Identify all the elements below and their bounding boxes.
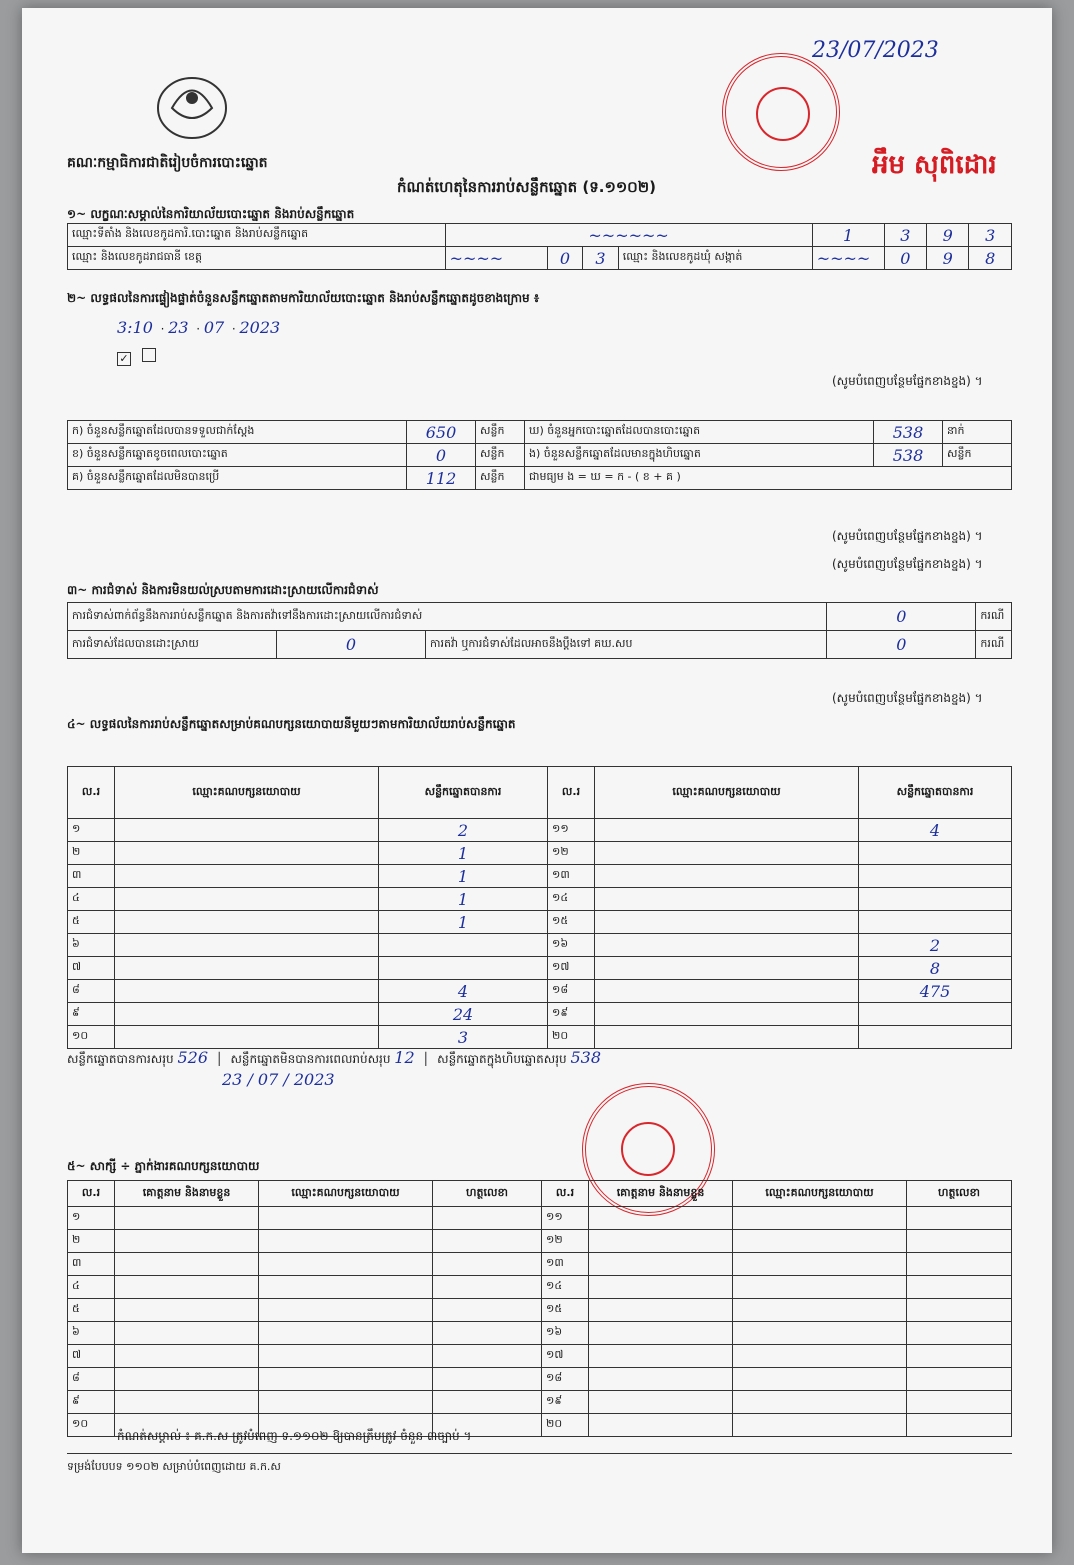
row-number: ១២ [548, 842, 595, 865]
col-header-party: ឈ្មោះគណបក្សនយោបាយ [595, 767, 859, 819]
party-name-handwriting [115, 957, 379, 980]
votes-value: 1 [379, 911, 548, 934]
row-number: ១៥ [548, 911, 595, 934]
table-row [68, 1391, 1012, 1414]
row-number: ១១ [548, 819, 595, 842]
witness-name [589, 1391, 733, 1414]
unit-sheet: សន្លឹក [943, 444, 1012, 467]
table-row [68, 1299, 1012, 1322]
col-header-party: ឈ្មោះគណបក្សនយោបាយ [259, 1181, 433, 1207]
col-header-name: គោត្តនាម និងនាមខ្លួន [589, 1181, 733, 1207]
section1-table [67, 223, 1012, 270]
row-number: ១៤ [542, 1276, 589, 1299]
unit-case: ករណី [976, 631, 1012, 659]
votes-value: 24 [379, 1003, 548, 1026]
row-number: ៧ [68, 1345, 115, 1368]
row-number: ៧ [68, 957, 115, 980]
witness-party [259, 1230, 433, 1253]
votes-value: 1 [379, 842, 548, 865]
received-ballots-value: 650 [407, 421, 476, 444]
footer-note: កំណត់សម្គាល់ ៖ គ.ក.ស ត្រូវបំពេញ ទ.១១០២ ឱ្យបានត្រឹមត្រូវ ចំនួន ៣ច្បាប់ ។ [117, 1429, 472, 1443]
commune-code-digit: 0 [884, 247, 926, 270]
table-row [68, 1322, 1012, 1345]
witness-name [589, 1414, 733, 1437]
row-number: ១ [68, 1207, 115, 1230]
unused-ballots-label: គ) ចំនួនសន្លឹកឆ្នោតដែលមិនបានប្រើ [68, 467, 407, 490]
appeal-value: 0 [827, 631, 976, 659]
table-row [68, 1253, 1012, 1276]
objections-table [67, 602, 1012, 659]
votes-value [379, 934, 548, 957]
row-number: ២ [68, 1230, 115, 1253]
row-number: ១៣ [542, 1253, 589, 1276]
total-box-value: 538 [570, 1048, 602, 1067]
verification-time: 3:10 [117, 318, 153, 337]
party-name-handwriting [595, 842, 859, 865]
party-name-handwriting [595, 934, 859, 957]
objection-value: 0 [827, 603, 976, 631]
votes-value [859, 865, 1012, 888]
box-ballots-label: ង) ចំនួនសន្លឹកឆ្នោតដែលមានក្នុងហិបឆ្នោត [525, 444, 874, 467]
total-valid-value: 526 [177, 1048, 209, 1067]
witness-name [115, 1322, 259, 1345]
row-number: ៤ [68, 888, 115, 911]
votes-value: 1 [379, 888, 548, 911]
party-name-handwriting [115, 911, 379, 934]
totals-line: សន្លឹកឆ្នោតបានការសរុប 526 │ សន្លឹកឆ្នោតមិនបានការពេលរាប់សរុប 12 │ សន្លឹកឆ្នោតក្នុងហិបឆ្នោតសរុប 538 [67, 1048, 602, 1067]
witness-party [259, 1299, 433, 1322]
witness-name [115, 1368, 259, 1391]
witness-party [259, 1322, 433, 1345]
col-header-signature: ហត្ថលេខា [433, 1181, 542, 1207]
row-number: ៦ [68, 1322, 115, 1345]
row-number: ១០ [68, 1414, 115, 1437]
table-row [68, 934, 1012, 957]
witness-signature [907, 1322, 1012, 1345]
votes-value: 8 [859, 957, 1012, 980]
nec-emblem-icon [152, 68, 232, 143]
row-number: ៨ [68, 1368, 115, 1391]
section3-title: ៣~ ការជំទាស់ និងការមិនយល់ស្របតាមការដោះស្រាយលើការជំទាស់ [67, 583, 379, 597]
votes-value: 3 [379, 1026, 548, 1049]
section4-title: ៤~ លទ្ធផលនៃការរាប់សន្លឹកឆ្នោតសម្រាប់គណបក្សនយោបាយនីមួយៗតាមការិយាល័យរាប់សន្លឹកឆ្នោត [67, 717, 516, 731]
witness-party [259, 1207, 433, 1230]
table-row [68, 1276, 1012, 1299]
witness-signature [907, 1414, 1012, 1437]
divider [67, 1453, 1012, 1454]
witness-party [733, 1414, 907, 1437]
ballot-count-table [67, 420, 1012, 490]
table-row [68, 1003, 1012, 1026]
witness-signature [433, 1207, 542, 1230]
witness-signature [433, 1322, 542, 1345]
row-number: ១៩ [542, 1391, 589, 1414]
witness-name [115, 1299, 259, 1322]
votes-value: 1 [379, 865, 548, 888]
witness-party [259, 1391, 433, 1414]
col-header-party: ឈ្មោះគណបក្សនយោបាយ [115, 767, 379, 819]
witness-party [733, 1391, 907, 1414]
witness-signature [433, 1368, 542, 1391]
witness-name [589, 1322, 733, 1345]
witness-party [733, 1230, 907, 1253]
station-label: ឈ្មោះទីតាំង និងលេខកូដការិ.បោះឆ្នោត និងរាប់សន្លឹកឆ្នោត [68, 224, 446, 247]
section2-title: ២~ លទ្ធផលនៃការផ្ទៀងផ្ទាត់ចំនួនសន្លឹកឆ្នោតតាមការិយាល័យបោះឆ្នោត និងរាប់សន្លឹកឆ្នោតដូចខាងក្រោម ៖ [67, 291, 540, 305]
form-title: កំណត់ហេតុនៃការរាប់សន្លឹកឆ្នោត (ទ.១១០២) [397, 178, 657, 196]
table-row [68, 1345, 1012, 1368]
appeal-label: ការតវ៉ា ឬការជំទាស់ដែលអាចនឹងប្តឹងទៅ គឃ.សប [426, 631, 827, 659]
stamp-official-name: អឹម សុពិដោរ [872, 150, 997, 180]
witness-signature [907, 1253, 1012, 1276]
row-number: ១០ [68, 1026, 115, 1049]
col-header-name: គោត្តនាម និងនាមខ្លួន [115, 1181, 259, 1207]
party-name-handwriting [595, 980, 859, 1003]
witness-signature [907, 1207, 1012, 1230]
table-row [68, 888, 1012, 911]
verification-year: 2023 [239, 318, 281, 337]
party-name-handwriting [595, 865, 859, 888]
party-name-handwriting [595, 819, 859, 842]
table-row [68, 911, 1012, 934]
party-name-handwriting [595, 1026, 859, 1049]
row-number: ២ [68, 842, 115, 865]
witness-table [67, 1180, 1012, 1437]
row-number: ១៨ [548, 980, 595, 1003]
votes-value [859, 888, 1012, 911]
row-number: ២០ [542, 1414, 589, 1437]
table-row [68, 1368, 1012, 1391]
unit-sheet: សន្លឹក [476, 421, 525, 444]
row-number: ១៥ [542, 1299, 589, 1322]
witness-signature [907, 1368, 1012, 1391]
province-code-digit: 3 [583, 247, 619, 270]
station-code-digit: 9 [927, 224, 969, 247]
witness-party [733, 1368, 907, 1391]
row-number: ៥ [68, 911, 115, 934]
verification-day: 23 [168, 318, 189, 337]
witness-signature [433, 1345, 542, 1368]
row-number: ១៤ [548, 888, 595, 911]
commune-label: ឈ្មោះ និងលេខកូដឃុំ សង្កាត់ [618, 247, 812, 270]
row-number: ៣ [68, 1253, 115, 1276]
org-name: គណៈកម្មាធិការជាតិរៀបចំការបោះឆ្នោត [67, 155, 268, 171]
party-name-handwriting [115, 1026, 379, 1049]
unit-case: ករណី [976, 603, 1012, 631]
row-number: ១២ [542, 1230, 589, 1253]
witness-party [733, 1322, 907, 1345]
witness-party [733, 1345, 907, 1368]
party-name-handwriting [595, 911, 859, 934]
document-page [22, 8, 1052, 1553]
row-number: ១៧ [542, 1345, 589, 1368]
row-number: ១៦ [548, 934, 595, 957]
results-date: 23 / 07 / 2023 [222, 1070, 335, 1089]
row-number: ៩ [68, 1003, 115, 1026]
party-name-handwriting [115, 934, 379, 957]
table-row [68, 865, 1012, 888]
witness-name [589, 1368, 733, 1391]
witness-party [259, 1253, 433, 1276]
back-page-note: (សូមបំពេញបន្ថែមផ្នែកខាងខ្នង) ។ [832, 691, 983, 705]
party-name-handwriting [595, 888, 859, 911]
votes-value: 2 [859, 934, 1012, 957]
back-page-note: (សូមបំពេញបន្ថែមផ្នែកខាងខ្នង) ។ [832, 557, 983, 571]
commune-code-digit: 9 [927, 247, 969, 270]
col-header-signature: ហត្ថលេខា [907, 1181, 1012, 1207]
table-row [68, 1207, 1012, 1230]
witness-signature [907, 1276, 1012, 1299]
table-row [68, 1026, 1012, 1049]
witness-signature [907, 1391, 1012, 1414]
party-name-handwriting [115, 842, 379, 865]
col-header-no: ល.រ [542, 1181, 589, 1207]
row-number: ១៣ [548, 865, 595, 888]
witness-signature [907, 1299, 1012, 1322]
witness-signature [433, 1276, 542, 1299]
row-number: ៦ [68, 934, 115, 957]
station-code-digit: 3 [969, 224, 1012, 247]
verification-time-line: 3:10 · 23 · 07 · 2023 [117, 318, 281, 337]
witness-party [259, 1345, 433, 1368]
unit-person: នាក់ [943, 421, 1012, 444]
votes-value: 475 [859, 980, 1012, 1003]
witness-name [115, 1253, 259, 1276]
unit-sheet: សន្លឹក [476, 444, 525, 467]
party-name-handwriting [595, 1003, 859, 1026]
row-number: ១១ [542, 1207, 589, 1230]
col-header-votes: សន្លឹកឆ្នោតបានការ [859, 767, 1012, 819]
table-row [68, 980, 1012, 1003]
back-page-note: (សូមបំពេញបន្ថែមផ្នែកខាងខ្នង) ។ [832, 529, 983, 543]
votes-value [859, 1003, 1012, 1026]
votes-value [859, 842, 1012, 865]
resolved-label: ការជំទាស់ដែលបានដោះស្រាយ [68, 631, 277, 659]
witness-party [259, 1276, 433, 1299]
votes-value: 4 [379, 980, 548, 1003]
col-header-no: ល.រ [68, 1181, 115, 1207]
verification-month: 07 [203, 318, 225, 337]
received-ballots-label: ក) ចំនួនសន្លឹកឆ្នោតដែលបានទទួលជាក់ស្តែង [68, 421, 407, 444]
row-number: ៤ [68, 1276, 115, 1299]
row-number: ១៦ [542, 1322, 589, 1345]
col-header-no: ល.រ [548, 767, 595, 819]
party-name-handwriting [115, 980, 379, 1003]
witness-party [733, 1253, 907, 1276]
total-invalid-label: សន្លឹកឆ្នោតមិនបានការពេលរាប់សរុប [230, 1052, 391, 1066]
official-stamp-icon [722, 53, 840, 171]
row-number: ១ [68, 819, 115, 842]
province-code-digit: 0 [547, 247, 583, 270]
witness-name [589, 1230, 733, 1253]
station-code-digit: 3 [884, 224, 926, 247]
witness-signature [433, 1253, 542, 1276]
witness-name [115, 1345, 259, 1368]
formula: ជាមធ្យម ង = ឃ = ក - ( ខ + គ ) [525, 467, 1012, 490]
section1-title: ១~ លក្ខណៈសម្គាល់នៃការិយាល័យបោះឆ្នោត និងរាប់សន្លឹកឆ្នោត [67, 207, 355, 221]
unused-ballots-value: 112 [407, 467, 476, 490]
voters-value: 538 [874, 421, 943, 444]
party-name-handwriting [115, 888, 379, 911]
total-valid-label: សន្លឹកឆ្នោតបានការសរុប [67, 1052, 174, 1066]
handwritten-date: 23/07/2023 [812, 38, 939, 63]
voters-label: ឃ) ចំនួនអ្នកបោះឆ្នោតដែលបានបោះឆ្នោត [525, 421, 874, 444]
col-header-votes: សន្លឹកឆ្នោតបានការ [379, 767, 548, 819]
col-header-party: ឈ្មោះគណបក្សនយោបាយ [733, 1181, 907, 1207]
witness-name [589, 1207, 733, 1230]
witness-name [589, 1299, 733, 1322]
witness-signature [907, 1230, 1012, 1253]
station-name-handwriting: ~~~~~~ [445, 224, 812, 247]
party-name-handwriting [115, 865, 379, 888]
commune-code-digit: 8 [969, 247, 1012, 270]
resolved-value: 0 [277, 631, 426, 659]
witness-party [733, 1276, 907, 1299]
votes-value [379, 957, 548, 980]
votes-value [859, 911, 1012, 934]
col-header-no: ល.រ [68, 767, 115, 819]
commune-name-handwriting: ~~~~ [812, 247, 884, 270]
row-number: ៨ [68, 980, 115, 1003]
station-code-digit: 1 [812, 224, 884, 247]
spoiled-ballots-value: 0 [407, 444, 476, 467]
witness-name [589, 1276, 733, 1299]
box-ballots-value: 538 [874, 444, 943, 467]
province-name-handwriting: ~~~~ [445, 247, 547, 270]
party-name-handwriting [115, 1003, 379, 1026]
party-name-handwriting [115, 819, 379, 842]
back-page-note: (សូមបំពេញបន្ថែមផ្នែកខាងខ្នង) ។ [832, 374, 983, 388]
objection-label: ការជំទាស់ពាក់ព័ន្ធនឹងការរាប់សន្លឹកឆ្នោត និងការតវ៉ាទៅនឹងការដោះស្រាយលើការជំទាស់ [68, 603, 827, 631]
section5-title: ៥~ សាក្សី ÷ ភ្នាក់ងារគណបក្សនយោបាយ [67, 1159, 260, 1173]
row-number: ៩ [68, 1391, 115, 1414]
witness-signature [907, 1345, 1012, 1368]
table-row [68, 1230, 1012, 1253]
party-results-table [67, 766, 1012, 1049]
row-number: ១៧ [548, 957, 595, 980]
row-number: ២០ [548, 1026, 595, 1049]
row-number: ៣ [68, 865, 115, 888]
table-row [68, 957, 1012, 980]
spoiled-ballots-label: ខ) ចំនួនសន្លឹកឆ្នោតខូចពេលបោះឆ្នោត [68, 444, 407, 467]
party-name-handwriting [595, 957, 859, 980]
total-invalid-value: 12 [394, 1048, 415, 1067]
witness-party [259, 1368, 433, 1391]
seal-not-ok-checkbox[interactable] [142, 348, 156, 362]
witness-name [115, 1230, 259, 1253]
witness-party [733, 1207, 907, 1230]
witness-name [115, 1391, 259, 1414]
witness-name [115, 1276, 259, 1299]
row-number: ១៩ [548, 1003, 595, 1026]
votes-value [859, 1026, 1012, 1049]
witness-name [115, 1207, 259, 1230]
province-label: ឈ្មោះ និងលេខកូដរាជធានី ខេត្ត [68, 247, 446, 270]
row-number: ៥ [68, 1299, 115, 1322]
votes-value: 4 [859, 819, 1012, 842]
checkbox-seal-line [117, 348, 156, 366]
unit-sheet: សន្លឹក [476, 467, 525, 490]
row-number: ១៨ [542, 1368, 589, 1391]
form-reference: ទម្រង់បែបបទ ១១០២ សម្រាប់បំពេញដោយ គ.ក.ស [67, 1460, 281, 1473]
witness-name [589, 1345, 733, 1368]
witness-signature [433, 1391, 542, 1414]
table-row [68, 842, 1012, 865]
table-row [68, 819, 1012, 842]
total-box-label: សន្លឹកឆ្នោតក្នុងហិបឆ្នោតសរុប [437, 1052, 567, 1066]
witness-signature [433, 1230, 542, 1253]
witness-signature [433, 1299, 542, 1322]
witness-name [589, 1253, 733, 1276]
witness-party [733, 1299, 907, 1322]
seal-ok-checkbox[interactable]: ✓ [117, 352, 131, 366]
votes-value: 2 [379, 819, 548, 842]
